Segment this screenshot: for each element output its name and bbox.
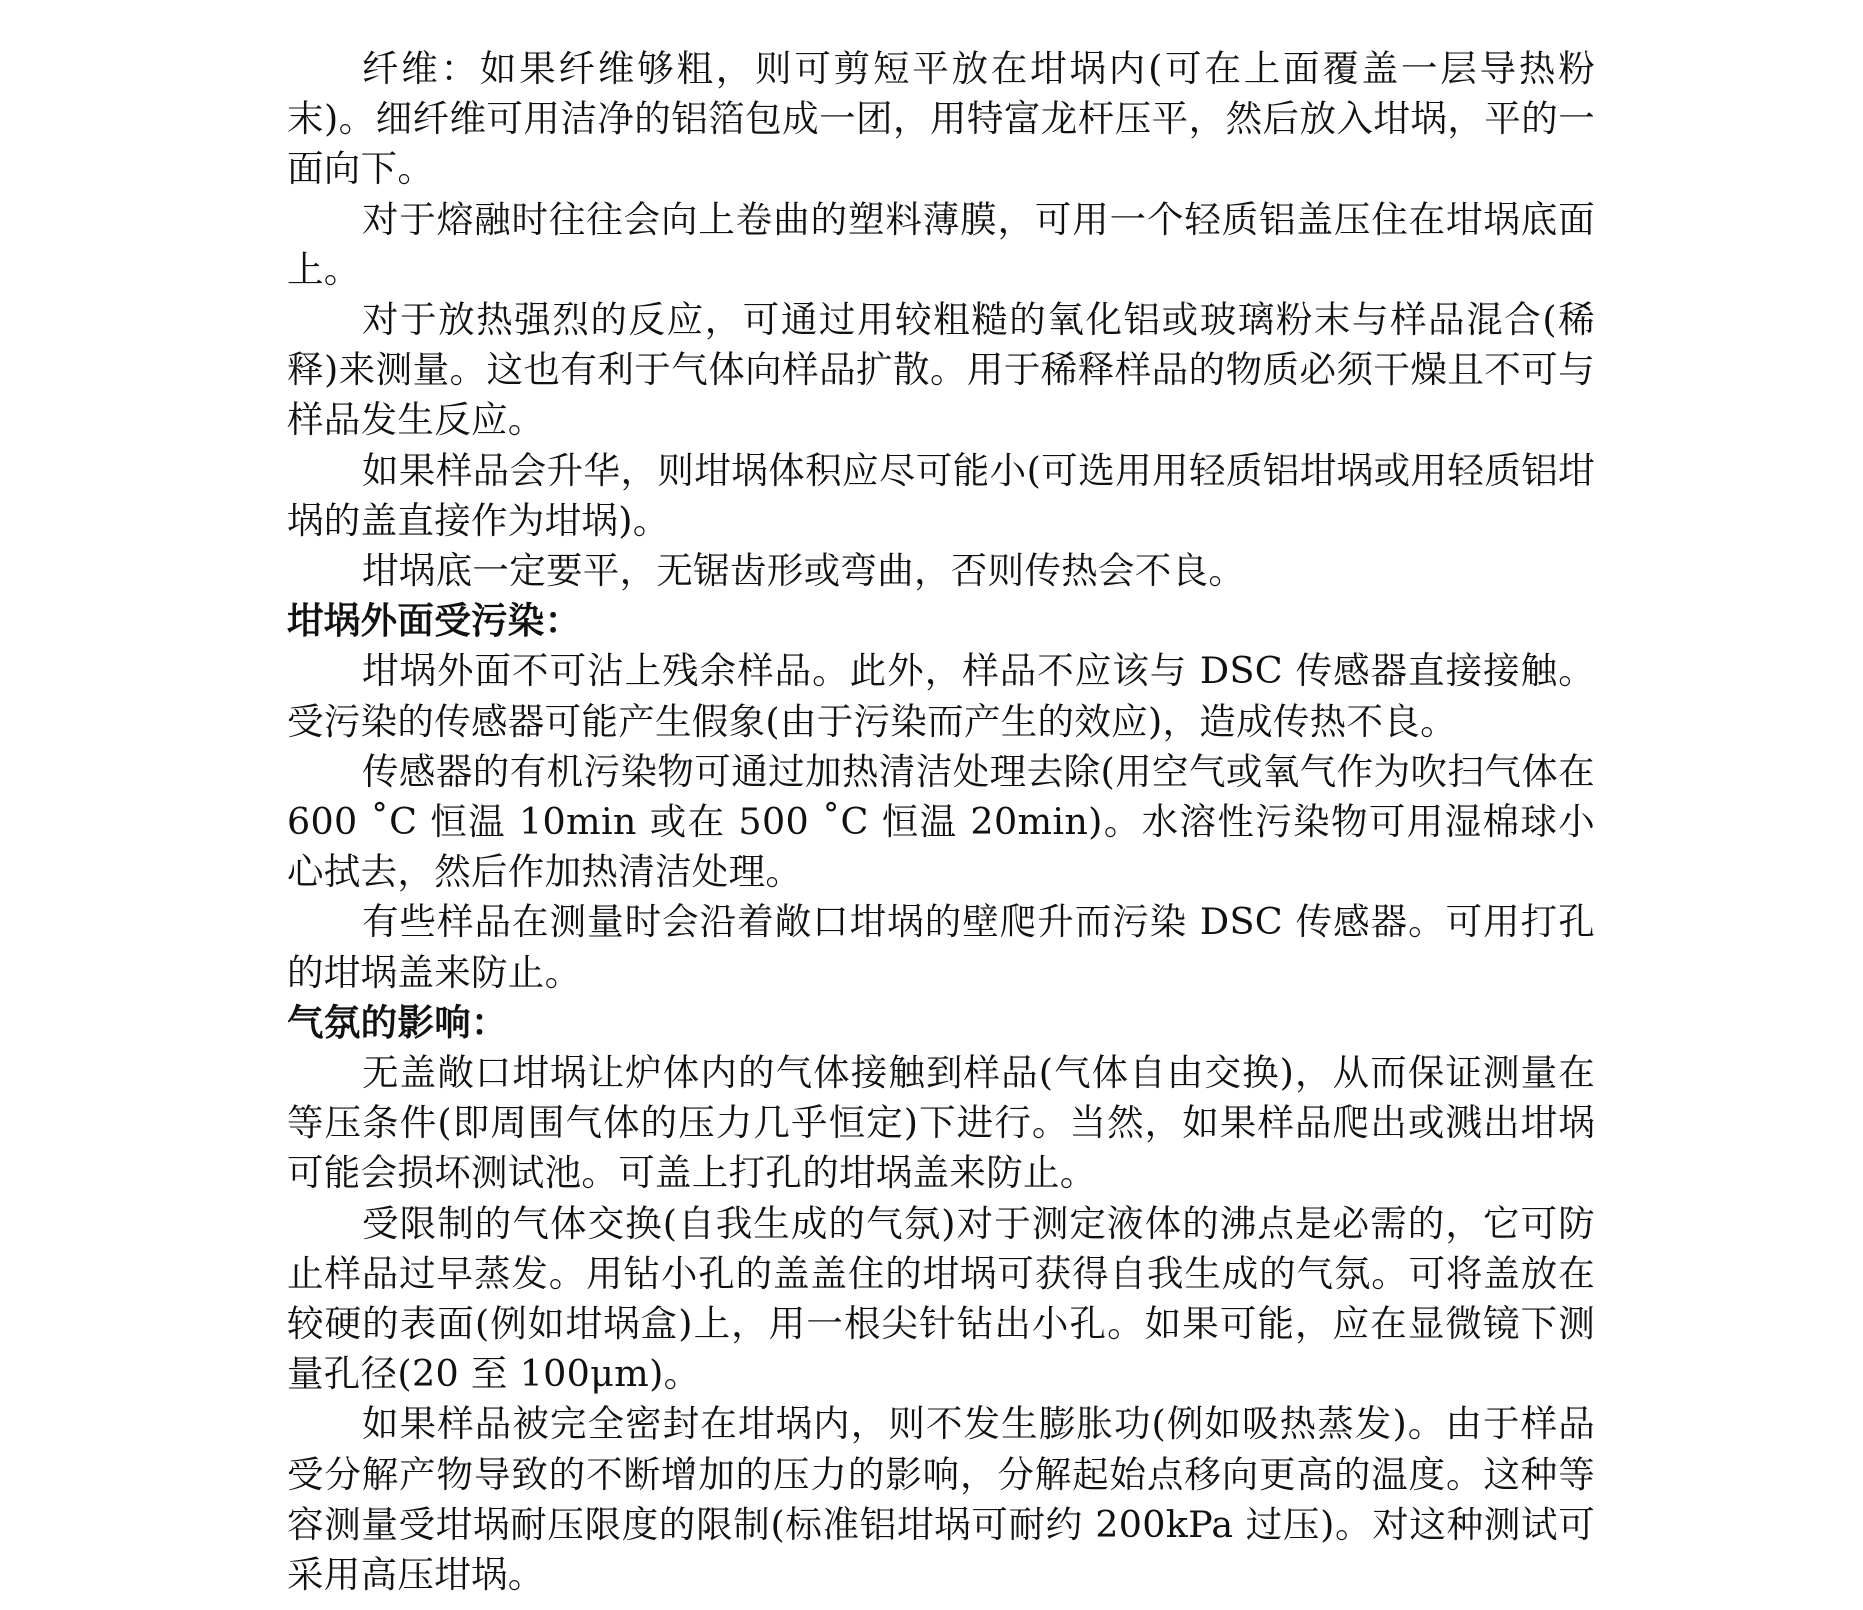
paragraph-residue: 坩埚外面不可沾上残余样品。此外，样品不应该与 DSC 传感器直接接触。受污染的传感器可能产生假象(由于污染而产生的效应)，造成传热不良。 (287, 649, 1595, 743)
paragraph-sealed-crucible: 如果样品被完全密封在坩埚内，则不发生膨胀功(例如吸热蒸发)。由于样品受分解产物导致的不断增加的压力的影响，分解起始点移向更高的温度。这种等容测量受坩埚耐压限度的限制(标准铝坩埚可耐约 200kPa 过压)。对这种测试可采用高压坩埚。 (287, 1402, 1595, 1597)
paragraph-sensor-cleaning: 传感器的有机污染物可通过加热清洁处理去除(用空气或氧气作为吹扫气体在 600 ˚C 恒温 10min 或在 500 ˚C 恒温 20min)。水溶性污染物可用湿棉球小心拭去，然后作加热清洁处理。 (287, 749, 1595, 894)
document-body (287, 44, 1595, 1600)
paragraph-sublimation: 如果样品会升华，则坩埚体积应尽可能小(可选用用轻质铝坩埚或用轻质铝坩埚的盖直接作为坩埚)。 (287, 448, 1595, 542)
section-heading-atmosphere: 气氛的影响： (287, 1000, 508, 1044)
paragraph-open-crucible: 无盖敞口坩埚让炉体内的气体接触到样品(气体自由交换)，从而保证测量在等压条件(即周围气体的压力几乎恒定)下进行。当然，如果样品爬出或溅出坩埚可能会损坏测试池。可盖上打孔的坩埚盖来防止。 (287, 1051, 1595, 1195)
paragraph-creeping-samples: 有些样品在测量时会沿着敞口坩埚的壁爬升而污染 DSC 传感器。可用打孔的坩埚盖来防止。 (287, 900, 1595, 994)
paragraph-fibers: 纤维：如果纤维够粗，则可剪短平放在坩埚内(可在上面覆盖一层导热粉末)。细纤维可用洁净的铝箔包成一团，用特富龙杆压平，然后放入坩埚，平的一面向下。 (287, 47, 1595, 191)
section-heading-contamination: 坩埚外面受污染： (287, 599, 582, 643)
paragraph-crucible-bottom: 坩埚底一定要平，无锯齿形或弯曲，否则传热会不良。 (362, 549, 1246, 593)
paragraph-self-generated-atmosphere: 受限制的气体交换(自我生成的气氛)对于测定液体的沸点是必需的，它可防止样品过早蒸发。用钻小孔的盖盖住的坩埚可获得自我生成的气氛。可将盖放在较硬的表面(例如坩埚盒)上，用一根尖针钻出小孔。如果可能，应在显微镜下测量孔径(20 至 100μm)。 (287, 1201, 1595, 1396)
paragraph-exothermic-reaction: 对于放热强烈的反应，可通过用较粗糙的氧化铝或玻璃粉末与样品混合(稀释)来测量。这也有利于气体向样品扩散。用于稀释样品的物质必须干燥且不可与样品发生反应。 (287, 298, 1595, 442)
paragraph-plastic-film: 对于熔融时往往会向上卷曲的塑料薄膜，可用一个轻质铝盖压住在坩埚底面上。 (287, 197, 1595, 291)
